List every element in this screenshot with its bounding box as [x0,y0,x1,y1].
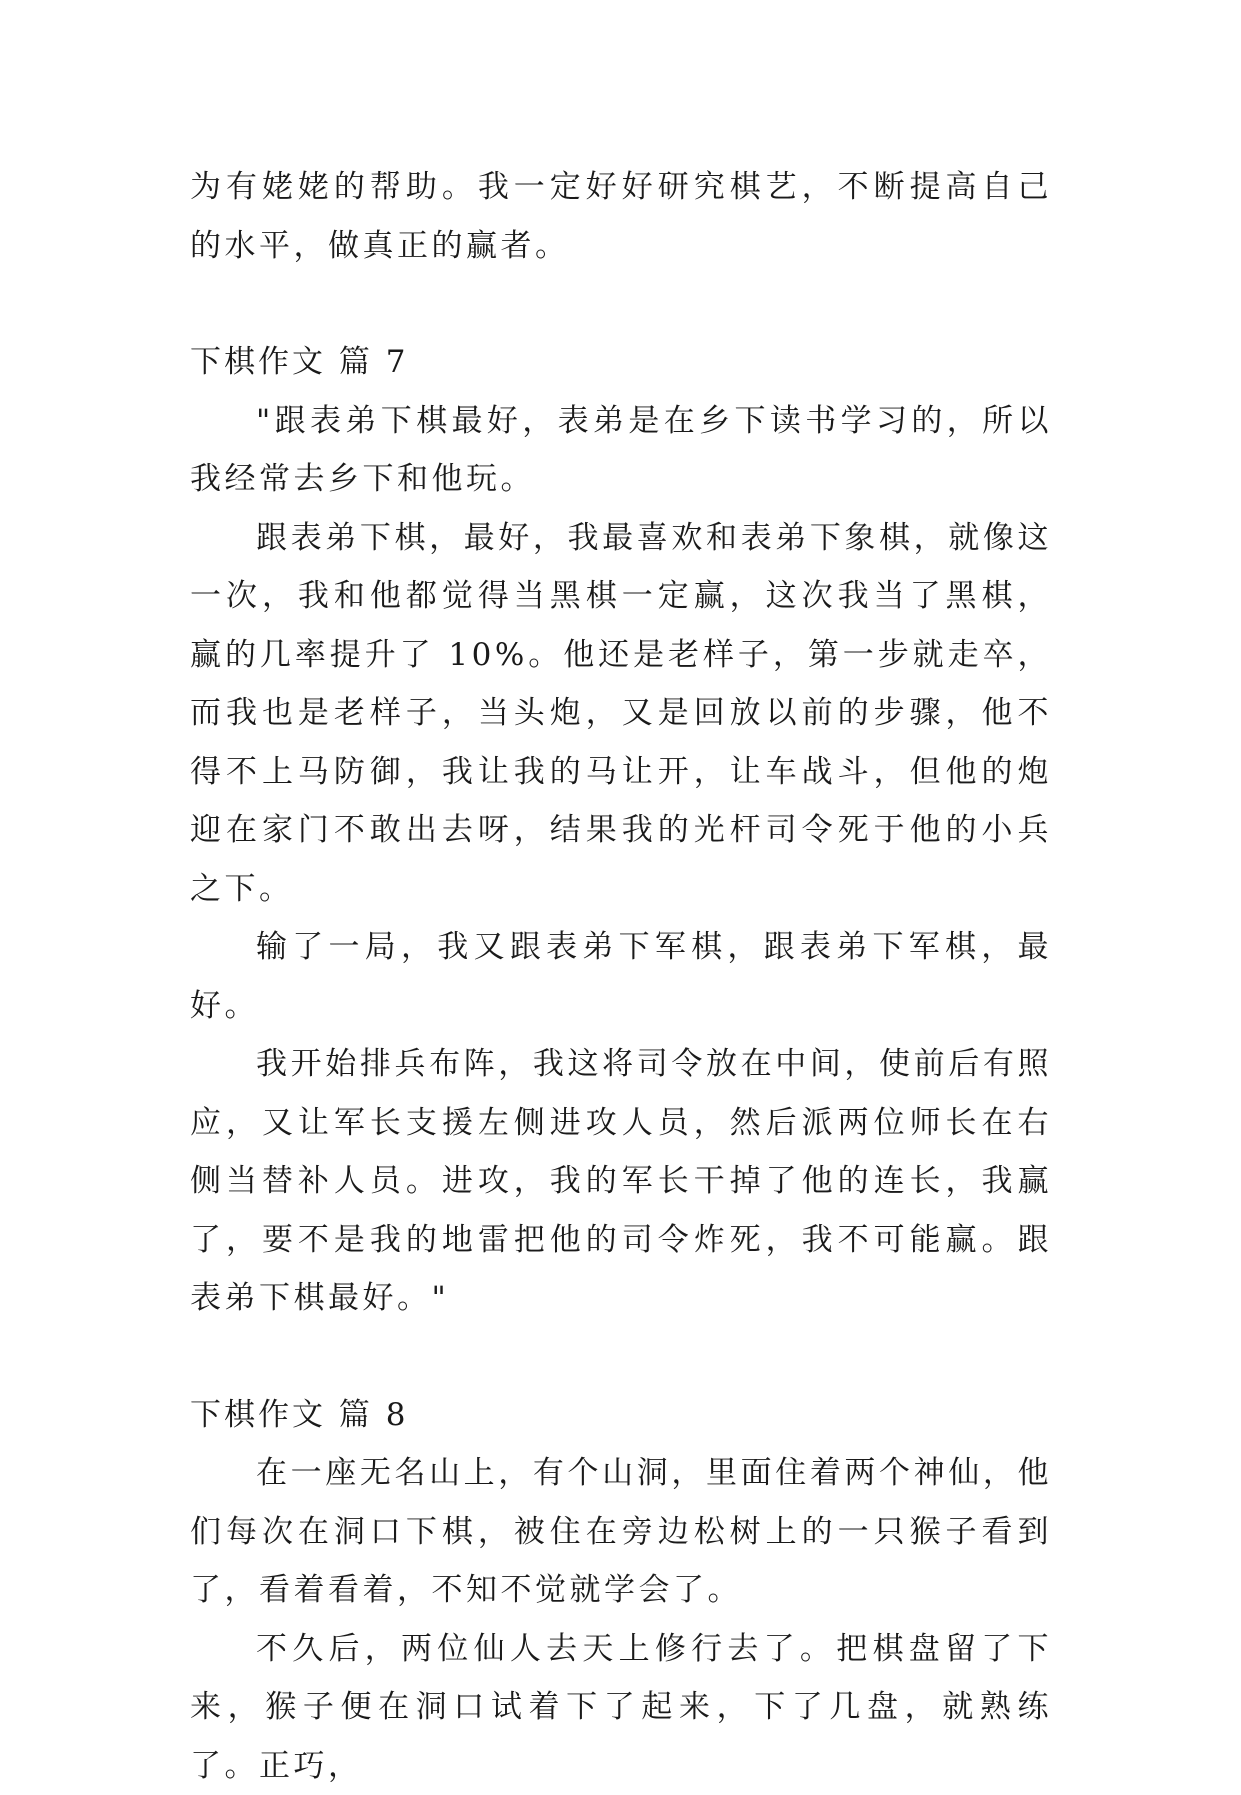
paragraph: 输了一局，我又跟表弟下军棋，跟表弟下军棋，最好。 [190,918,1052,1035]
paragraph: 在一座无名山上，有个山洞，里面住着两个神仙，他们每次在洞口下棋，被住在旁边松树上的一只猴子看到了，看着看着，不知不觉就学会了。 [190,1444,1052,1620]
paragraph: 跟表弟下棋，最好，我最喜欢和表弟下象棋，就像这一次，我和他都觉得当黑棋一定赢，这次我当了黑棋，赢的几率提升了 10%。他还是老样子，第一步就走卒，而我也是老样子，当头炮，又是回放以前的步骤，他不得不上马防御，我让我的马让开，让车战斗，但他的炮迎在家门不敢出去呀，结果我的光杆司令死于他的小兵之下。 [190,509,1052,919]
paragraph: 不久后，两位仙人去天上修行去了。把棋盘留了下来，猴子便在洞口试着下了起来，下了几盘，就熟练了。正巧， [190,1620,1052,1795]
document-body [190,158,1052,1795]
section-spacer [190,275,1052,333]
section-spacer [190,1328,1052,1386]
paragraph: "跟表弟下棋最好，表弟是在乡下读书学习的，所以我经常去乡下和他玩。 [190,392,1052,509]
section-heading: 下棋作文 篇 7 [190,333,1052,392]
section-heading: 下棋作文 篇 8 [190,1386,1052,1445]
paragraph: 为有姥姥的帮助。我一定好好研究棋艺，不断提高自己的水平，做真正的赢者。 [190,158,1052,275]
paragraph: 我开始排兵布阵，我这将司令放在中间，使前后有照应，又让军长支援左侧进攻人员，然后派两位师长在右侧当替补人员。进攻，我的军长干掉了他的连长，我赢了，要不是我的地雷把他的司令炸死，我不可能赢。跟表弟下棋最好。" [190,1035,1052,1328]
